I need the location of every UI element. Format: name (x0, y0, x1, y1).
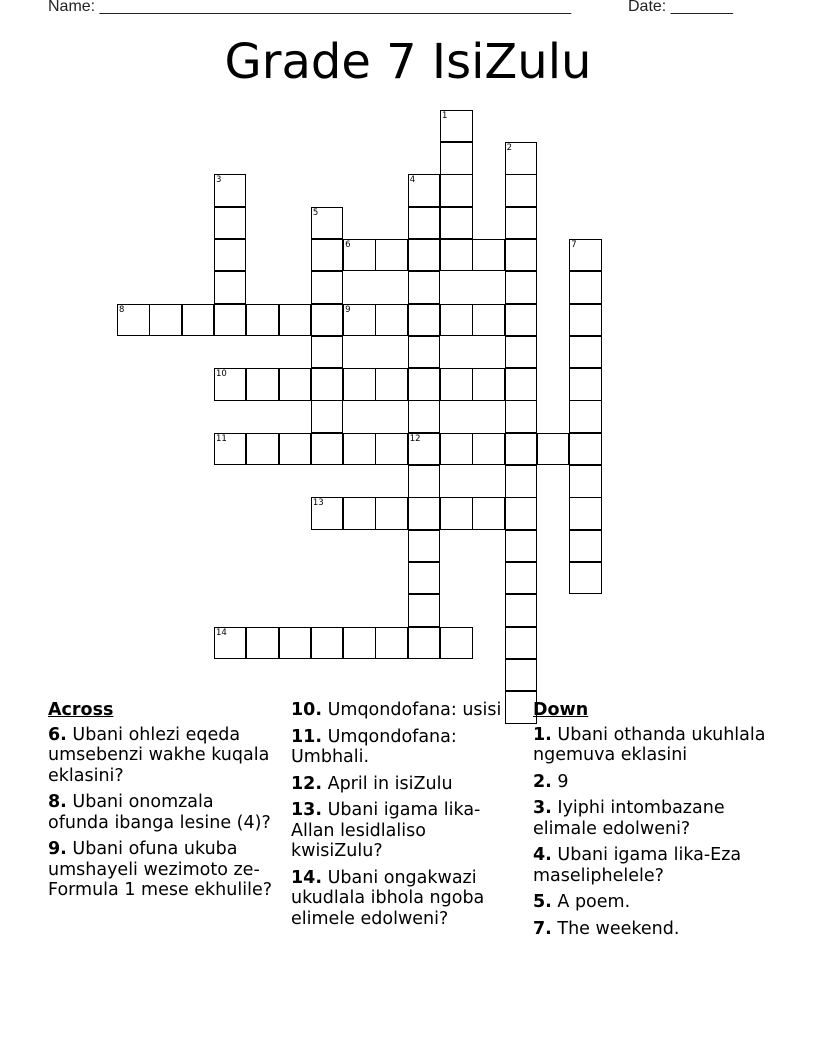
clue-across-14: 14. Ubani ongakwazi ukudlala ibhola ngoba elimele edolweni? (291, 867, 485, 929)
grid-cell[interactable] (279, 304, 312, 337)
clue-across-13: 13. Ubani igama lika-Allan lesidlaliso kwisiZulu? (291, 800, 481, 861)
grid-cell[interactable] (214, 304, 247, 337)
grid-cell[interactable] (537, 433, 570, 466)
grid-cell[interactable] (311, 239, 344, 272)
grid-cell[interactable] (246, 304, 279, 337)
grid-cell[interactable] (408, 562, 441, 595)
clue-number-label: 13 (312, 498, 324, 509)
grid-cell[interactable] (117, 304, 150, 337)
grid-cell[interactable] (279, 627, 312, 660)
grid-cell[interactable] (408, 271, 441, 304)
grid-cell[interactable] (472, 368, 505, 401)
clue-number-label: 2 (506, 143, 513, 154)
clue-across-8: 8. Ubani onomzala ofunda ibanga lesine (4)? (48, 792, 271, 833)
grid-cell[interactable] (408, 304, 441, 337)
grid-cell[interactable] (569, 239, 602, 272)
grid-cell[interactable] (279, 433, 312, 466)
grid-cell[interactable] (214, 207, 247, 240)
clue-down-7: 7. The weekend. (533, 918, 680, 939)
grid-cell[interactable] (440, 433, 473, 466)
grid-cell[interactable] (569, 336, 602, 369)
grid-cell[interactable] (408, 465, 441, 498)
grid-cell[interactable] (311, 207, 344, 240)
grid-cell[interactable] (375, 497, 408, 530)
clue-number-label: 7 (571, 239, 577, 250)
grid-cell[interactable] (440, 207, 473, 240)
clue-down-2: 2. 9 (533, 771, 569, 792)
clue-across-6: 6. Ubani ohlezi eqeda umsebenzi wakhe kuqala eklasini? (48, 724, 270, 786)
grid-cell[interactable] (472, 433, 505, 466)
grid-cell[interactable] (214, 174, 247, 207)
grid-cell[interactable] (343, 239, 376, 272)
clue-number-label: 6 (345, 239, 351, 250)
clue-across-12: 12. April in isiZulu (291, 773, 453, 794)
grid-cell[interactable] (214, 433, 247, 466)
clue-across-9: 9. Ubani ofuna ukuba umshayeli wezimoto ze-Formula 1 mese ekhulile? (48, 839, 273, 900)
grid-cell[interactable] (311, 336, 344, 369)
clue-number-label: 12 (409, 433, 421, 444)
grid-cell[interactable] (311, 627, 344, 660)
grid-cell[interactable] (472, 304, 505, 337)
grid-cell[interactable] (472, 497, 505, 530)
grid-cell[interactable] (149, 304, 182, 337)
clue-number-label: 8 (119, 304, 125, 315)
grid-cell[interactable] (505, 659, 538, 692)
grid-cell[interactable] (569, 530, 602, 563)
grid-cell[interactable] (440, 239, 473, 272)
grid-cell[interactable] (505, 271, 538, 304)
grid-cell[interactable] (279, 368, 312, 401)
grid-cell[interactable] (246, 368, 279, 401)
grid-cell[interactable] (505, 207, 538, 240)
clue-down-5: 5. A poem. (533, 892, 631, 912)
grid-cell[interactable] (246, 627, 279, 660)
grid-cell[interactable] (311, 400, 344, 433)
grid-cell[interactable] (440, 174, 473, 207)
grid-cell[interactable] (182, 304, 215, 337)
clue-number-label: 9 (345, 304, 351, 315)
grid-cell[interactable] (440, 304, 473, 337)
grid-cell[interactable] (505, 174, 538, 207)
grid-cell[interactable] (505, 304, 538, 337)
clue-number-label: 5 (312, 207, 319, 218)
grid-cell[interactable] (505, 433, 538, 466)
grid-cell[interactable] (214, 271, 247, 304)
grid-cell[interactable] (569, 497, 602, 530)
grid-cell[interactable] (214, 368, 247, 401)
grid-cell[interactable] (311, 304, 344, 337)
clue-across-11: 11. Umqondofana: Umbhali. (291, 726, 457, 767)
grid-cell[interactable] (440, 627, 473, 660)
grid-cell[interactable] (311, 433, 344, 466)
grid-cell[interactable] (246, 433, 279, 466)
grid-cell[interactable] (375, 627, 408, 660)
grid-cell[interactable] (408, 207, 441, 240)
grid-cell[interactable] (408, 174, 441, 207)
clue-down-1: 1. Ubani othanda ukuhlala ngemuva eklasini (533, 724, 766, 765)
clue-number-label: 1 (442, 110, 448, 121)
grid-cell[interactable] (440, 110, 473, 143)
grid-cell[interactable] (214, 627, 247, 660)
grid-cell[interactable] (440, 368, 473, 401)
clue-down-3: 3. Iyiphi intombazane elimale edolweni? (533, 798, 725, 839)
grid-cell[interactable] (505, 336, 538, 369)
grid-cell[interactable] (505, 562, 538, 595)
date-line: Date: _______ (628, 0, 733, 15)
grid-cell[interactable] (408, 594, 441, 627)
grid-cell[interactable] (472, 239, 505, 272)
grid-cell[interactable] (408, 368, 441, 401)
grid-cell[interactable] (408, 336, 441, 369)
grid-cell[interactable] (408, 239, 441, 272)
clue-down-4: 4. Ubani igama lika-Eza maseliphelele? (533, 845, 742, 886)
grid-cell[interactable] (343, 304, 376, 337)
down-clues-column (533, 700, 773, 945)
down-heading: Down (533, 700, 589, 720)
clue-number-label: 11 (215, 433, 227, 444)
grid-cell[interactable] (569, 304, 602, 337)
grid-cell[interactable] (214, 239, 247, 272)
grid-cell[interactable] (505, 594, 538, 627)
clue-number-label: 14 (215, 627, 227, 638)
clue-number-label: 3 (215, 175, 222, 186)
grid-cell[interactable] (505, 142, 538, 175)
grid-cell[interactable] (343, 368, 376, 401)
grid-cell[interactable] (569, 433, 602, 466)
across-clues-column-2 (291, 700, 516, 935)
grid-cell[interactable] (375, 304, 408, 337)
grid-cell[interactable] (343, 497, 376, 530)
grid-cell[interactable] (505, 239, 538, 272)
grid-cell[interactable] (311, 368, 344, 401)
page-title: Grade 7 IsiZulu (224, 34, 592, 90)
grid-cell[interactable] (505, 368, 538, 401)
grid-cell[interactable] (343, 433, 376, 466)
grid-cell[interactable] (505, 465, 538, 498)
grid-cell[interactable] (505, 627, 538, 660)
grid-cell[interactable] (569, 271, 602, 304)
grid-cell[interactable] (311, 497, 344, 530)
grid-cell[interactable] (343, 627, 376, 660)
grid-cell[interactable] (569, 465, 602, 498)
grid-cell[interactable] (375, 239, 408, 272)
grid-cell[interactable] (375, 433, 408, 466)
across-clues-column-1 (48, 700, 273, 907)
grid-cell[interactable] (408, 627, 441, 660)
grid-cell[interactable] (505, 530, 538, 563)
grid-cell[interactable] (408, 400, 441, 433)
grid-cell[interactable] (569, 368, 602, 401)
grid-cell[interactable] (440, 497, 473, 530)
clue-number-label: 10 (215, 369, 227, 380)
grid-cell[interactable] (375, 368, 408, 401)
grid-cell[interactable] (505, 400, 538, 433)
name-line: Name: _____________________________________________________ (48, 0, 572, 15)
grid-cell[interactable] (569, 562, 602, 595)
grid-cell[interactable] (311, 271, 344, 304)
clue-number-label: 4 (409, 175, 416, 186)
grid-cell[interactable] (408, 433, 441, 466)
clue-across-10: 10. Umqondofana: usisi (291, 700, 502, 720)
grid-cell[interactable] (440, 142, 473, 175)
grid-cell[interactable] (505, 497, 538, 530)
grid-cell[interactable] (408, 497, 441, 530)
grid-cell[interactable] (569, 400, 602, 433)
across-heading: Across (48, 700, 114, 720)
grid-cell[interactable] (408, 530, 441, 563)
